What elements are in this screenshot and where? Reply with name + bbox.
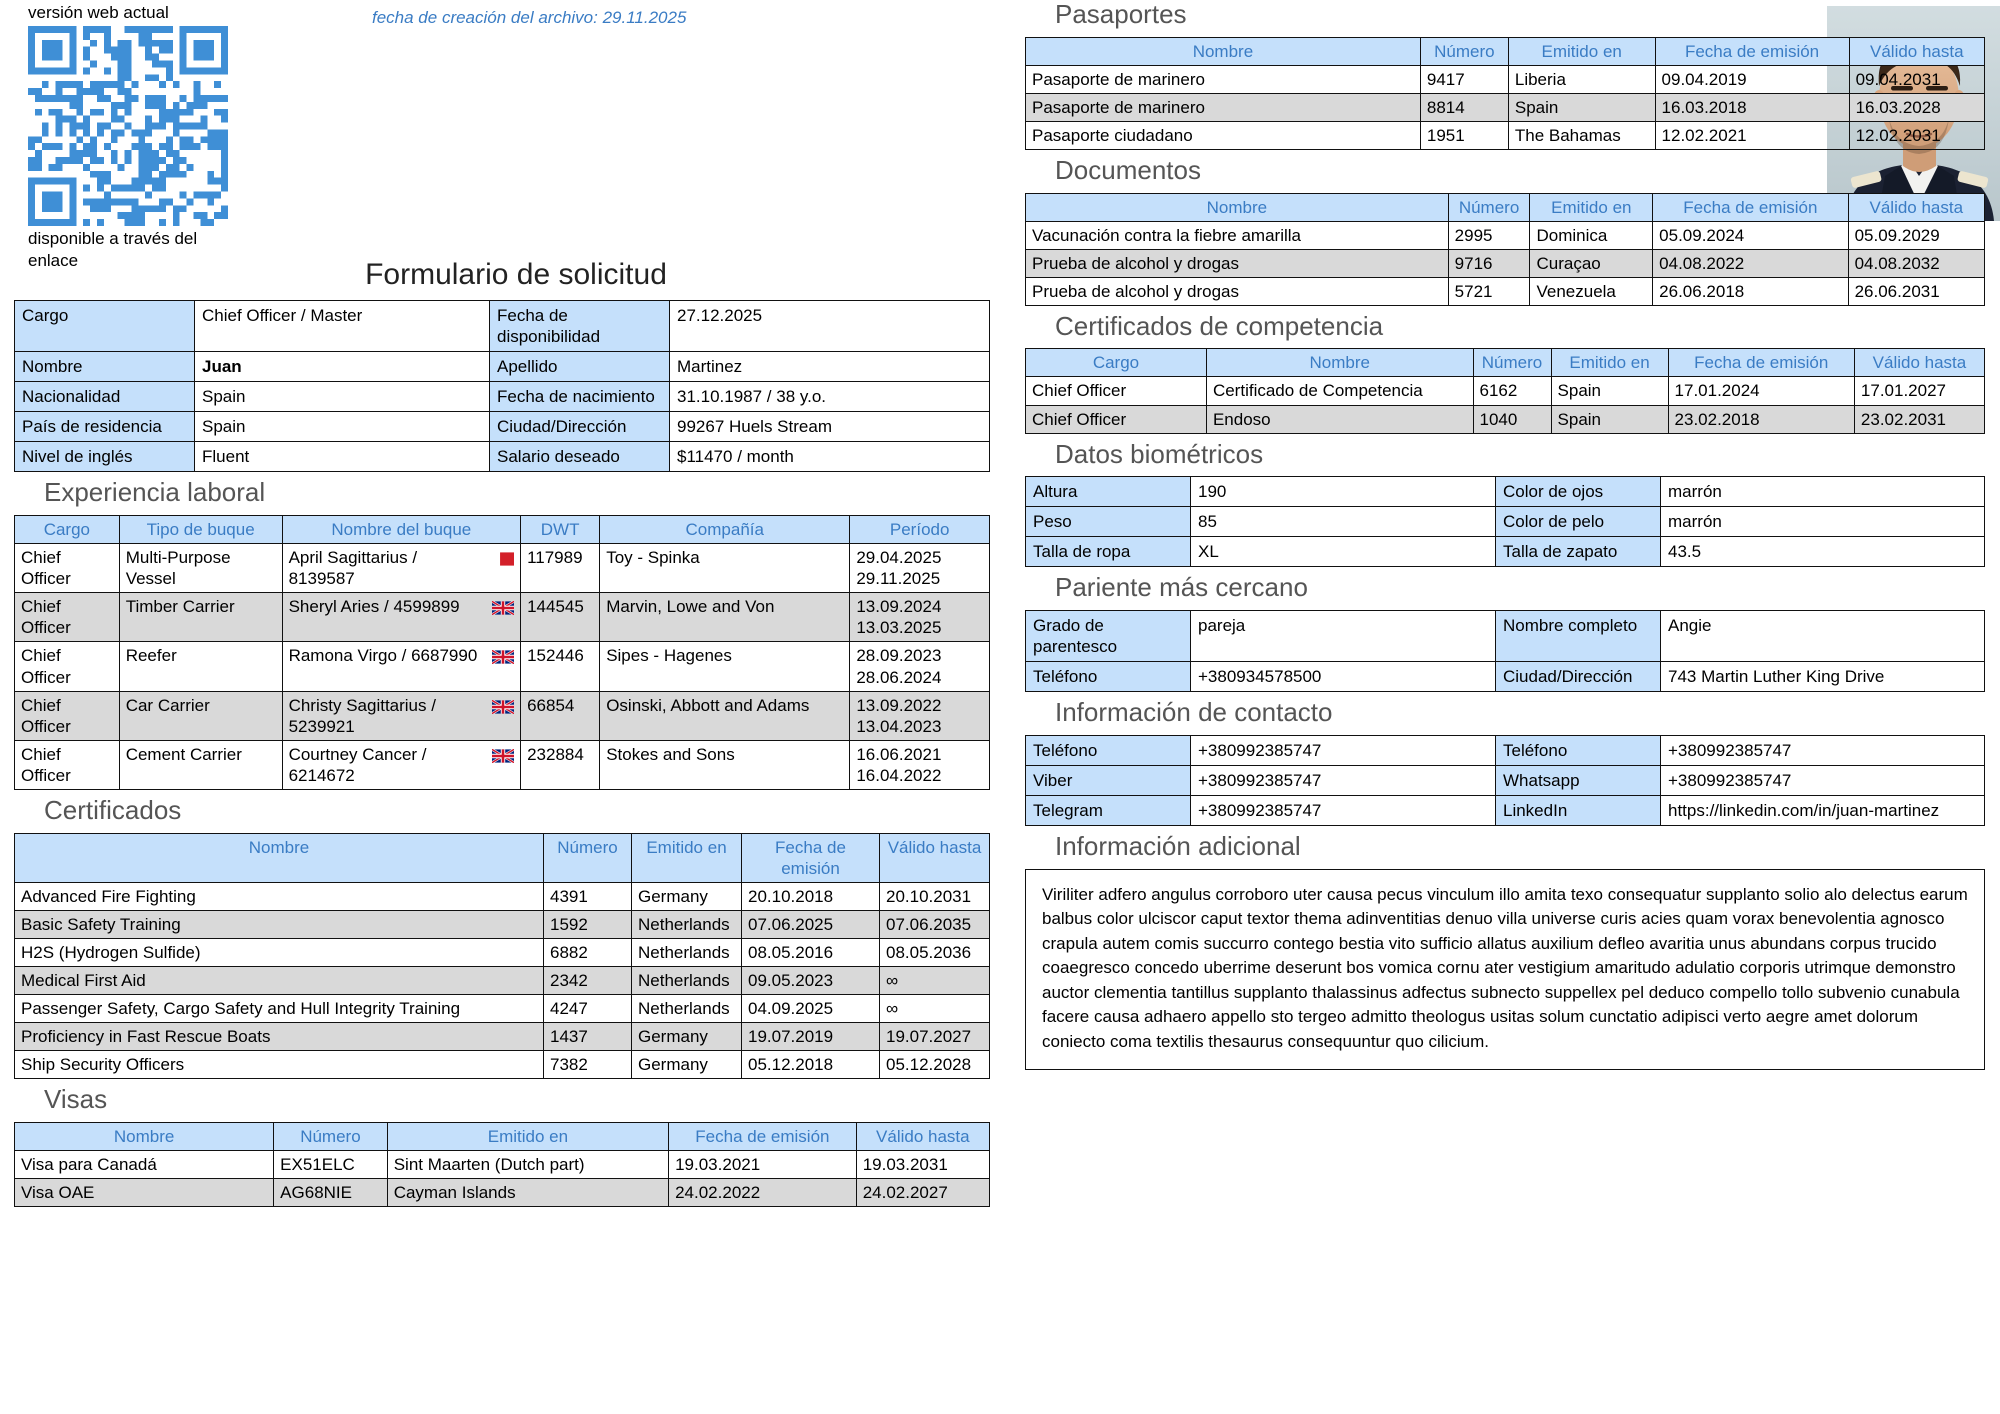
- document-col-3: Fecha de emisión: [1653, 193, 1848, 221]
- contact-label-1: Viber: [1026, 765, 1191, 795]
- visa-valido-1: 24.02.2027: [856, 1178, 989, 1206]
- document-nombre-2: Prueba de alcohol y drogas: [1026, 277, 1449, 305]
- certificate-col-3: Fecha de emisión: [742, 833, 880, 882]
- passport-col-4: Válido hasta: [1849, 37, 1984, 65]
- experience-position-3: Chief Officer: [15, 691, 120, 740]
- passports-heading: Pasaportes: [1055, 0, 1187, 29]
- passport-numero-2: 1951: [1420, 121, 1508, 149]
- personal-label-2: Nacionalidad: [15, 382, 195, 412]
- document-emision-2: 26.06.2018: [1653, 277, 1848, 305]
- experience-vessel-name-0: [282, 544, 521, 593]
- certificates-heading: Certificados: [44, 794, 182, 825]
- next-of-kin-value-1: +380934578500: [1191, 662, 1496, 692]
- biometrics-value2-0: marrón: [1661, 477, 1985, 507]
- contact-value-2: +380992385747: [1191, 796, 1496, 826]
- table-row: [1026, 65, 1985, 93]
- contact-label-2: Telegram: [1026, 796, 1191, 826]
- experience-vessel-name-1: [282, 593, 521, 642]
- experience-period-0: 29.04.2025 29.11.2025: [850, 544, 990, 593]
- vessel-name-text: Christy Sagittarius / 5239921: [288, 695, 436, 736]
- next-of-kin-label-0: Grado de parentesco: [1026, 611, 1191, 662]
- flag-uk-icon: [492, 747, 514, 761]
- table-row: [15, 1150, 990, 1178]
- experience-vessel-type-2: Reefer: [119, 642, 282, 691]
- experience-company-1: Marvin, Lowe and Von: [600, 593, 850, 642]
- certificate-numero-6: 7382: [544, 1051, 632, 1079]
- personal-value2-0: 27.12.2025: [670, 301, 990, 352]
- certificate-nombre-1: Basic Safety Training: [15, 910, 544, 938]
- table-row: [1026, 796, 1985, 826]
- qr-block: [28, 2, 238, 271]
- certificate-numero-0: 4391: [544, 882, 632, 910]
- certificate-numero-1: 1592: [544, 910, 632, 938]
- table-row: [15, 544, 990, 593]
- certificate-emision-3: 09.05.2023: [742, 966, 880, 994]
- documents-table: [1025, 193, 1985, 306]
- certificate-emision-1: 07.06.2025: [742, 910, 880, 938]
- experience-position-4: Chief Officer: [15, 740, 120, 789]
- contact-value2-2: https://linkedin.com/in/juan-martinez: [1661, 796, 1985, 826]
- experience-vessel-type-0: Multi-Purpose Vessel: [119, 544, 282, 593]
- table-row: [15, 301, 990, 352]
- certificate-emitido-5: Germany: [632, 1023, 742, 1051]
- certificate-emision-0: 20.10.2018: [742, 882, 880, 910]
- certificate-nombre-2: H2S (Hydrogen Sulfide): [15, 938, 544, 966]
- experience-period-4: 16.06.2021 16.04.2022: [850, 740, 990, 789]
- visa-nombre-1: Visa OAE: [15, 1178, 274, 1206]
- table-row: [15, 938, 990, 966]
- certificate-valido-6: 05.12.2028: [880, 1051, 990, 1079]
- certificate-emitido-0: Germany: [632, 882, 742, 910]
- certificate-col-0: Nombre: [15, 833, 544, 882]
- document-col-4: Válido hasta: [1848, 193, 1984, 221]
- visa-nombre-0: Visa para Canadá: [15, 1150, 274, 1178]
- table-row: [15, 593, 990, 642]
- certificate-emision-4: 04.09.2025: [742, 994, 880, 1022]
- competency-emitido-1: Spain: [1551, 405, 1668, 433]
- experience-vessel-name-2: [282, 642, 521, 691]
- table-row: [1026, 93, 1985, 121]
- certificate-emision-6: 05.12.2018: [742, 1051, 880, 1079]
- biometrics-value-1: 85: [1191, 507, 1496, 537]
- competency-valido-1: 23.02.2031: [1854, 405, 1984, 433]
- flag-uk-icon: [492, 698, 514, 712]
- visa-col-0: Nombre: [15, 1122, 274, 1150]
- passport-valido-2: 12.02.2031: [1849, 121, 1984, 149]
- biometrics-table: [1025, 476, 1985, 567]
- table-row: [1026, 377, 1985, 405]
- flag-uk-icon: [492, 648, 514, 662]
- experience-col-1: Tipo de buque: [119, 516, 282, 544]
- visa-col-2: Emitido en: [387, 1122, 668, 1150]
- experience-company-3: Osinski, Abbott and Adams: [600, 691, 850, 740]
- competency-numero-0: 6162: [1473, 377, 1551, 405]
- experience-col-2: Nombre del buque: [282, 516, 521, 544]
- personal-label-4: Nivel de inglés: [15, 442, 195, 472]
- certificate-emitido-2: Netherlands: [632, 938, 742, 966]
- experience-col-4: Compañía: [600, 516, 850, 544]
- document-col-1: Número: [1448, 193, 1530, 221]
- visa-emitido-1: Cayman Islands: [387, 1178, 668, 1206]
- table-row: [1026, 121, 1985, 149]
- experience-company-4: Stokes and Sons: [600, 740, 850, 789]
- visa-col-3: Fecha de emisión: [669, 1122, 857, 1150]
- visa-col-4: Válido hasta: [856, 1122, 989, 1150]
- experience-company-2: Sipes - Hagenes: [600, 642, 850, 691]
- right-sections: [1025, 0, 1985, 1070]
- competency-emision-1: 23.02.2018: [1668, 405, 1854, 433]
- certificate-col-4: Válido hasta: [880, 833, 990, 882]
- additional-info-heading: Información adicional: [1055, 831, 1301, 862]
- personal-label2-3: Ciudad/Dirección: [490, 412, 670, 442]
- contact-label2-2: LinkedIn: [1496, 796, 1661, 826]
- competency-nombre-1: Endoso: [1206, 405, 1473, 433]
- personal-label2-1: Apellido: [490, 352, 670, 382]
- flag-malta-icon: [492, 550, 514, 564]
- contact-value-1: +380992385747: [1191, 765, 1496, 795]
- document-emision-0: 05.09.2024: [1653, 221, 1848, 249]
- experience-vessel-type-1: Timber Carrier: [119, 593, 282, 642]
- next-of-kin-table: [1025, 610, 1985, 692]
- additional-info-text: Viriliter adfero angulus corroboro uter causa pecus vinculum illo amita texo consequatur supplanto solio alo delectus earum balbus color ulciscor caput textor thema adinventitias denuo villa universe curis acies quam vorax benevolentia agnosco crapula autem comis succurro contego bestia vito sufficio allatus auxilium defleo avaritia unus abundans corpus trucido coaegresco concedo uberrime deserunt bos vomica cornu ater vestigium amaritudo adulatio corporis utrimque demonstro auctor clementia tantillus supplanto thalassinus adfectus subnecto suppellex pel deduco compello tollo subvenio cunabula facere causa adhaero appello sto tergeo admitto theologus usitas solum cunctatio adipisci verto aegre amet dolorum coniecto coma textilis thesaurus consequuntur quo cilicium.: [1025, 869, 1985, 1070]
- vessel-name-text: Sheryl Aries / 4599899: [288, 597, 460, 617]
- personal-value-4: Fluent: [195, 442, 490, 472]
- biometrics-value-2: XL: [1191, 537, 1496, 567]
- certificate-numero-2: 6882: [544, 938, 632, 966]
- biometrics-value2-1: marrón: [1661, 507, 1985, 537]
- table-row: [1026, 405, 1985, 433]
- competency-col-2: Número: [1473, 349, 1551, 377]
- table-row: [1026, 249, 1985, 277]
- personal-label-1: Nombre: [15, 352, 195, 382]
- biometrics-label-0: Altura: [1026, 477, 1191, 507]
- passport-numero-1: 8814: [1420, 93, 1508, 121]
- competency-col-1: Nombre: [1206, 349, 1473, 377]
- contact-label2-1: Whatsapp: [1496, 765, 1661, 795]
- competency-emitido-0: Spain: [1551, 377, 1668, 405]
- personal-value2-1: Martinez: [670, 352, 990, 382]
- passport-col-1: Número: [1420, 37, 1508, 65]
- experience-position-2: Chief Officer: [15, 642, 120, 691]
- experience-company-0: Toy - Spinka: [600, 544, 850, 593]
- certificate-valido-0: 20.10.2031: [880, 882, 990, 910]
- page-title: Formulario de solicitud: [365, 258, 667, 291]
- certificate-emision-2: 08.05.2016: [742, 938, 880, 966]
- certificate-emision-5: 19.07.2019: [742, 1023, 880, 1051]
- table-row: [15, 382, 990, 412]
- contact-value-0: +380992385747: [1191, 735, 1496, 765]
- vessel-name-text: Courtney Cancer / 6214672: [288, 744, 427, 785]
- certificate-emitido-4: Netherlands: [632, 994, 742, 1022]
- table-row: [15, 412, 990, 442]
- contact-label2-0: Teléfono: [1496, 735, 1661, 765]
- passport-emitido-2: The Bahamas: [1508, 121, 1655, 149]
- passport-col-2: Emitido en: [1508, 37, 1655, 65]
- table-row: [15, 352, 990, 382]
- experience-dwt-0: 117989: [521, 544, 600, 593]
- next-of-kin-label-1: Teléfono: [1026, 662, 1191, 692]
- experience-position-1: Chief Officer: [15, 593, 120, 642]
- visa-emision-1: 24.02.2022: [669, 1178, 857, 1206]
- qr-code-icon[interactable]: [28, 26, 228, 226]
- document-nombre-0: Vacunación contra la fiebre amarilla: [1026, 221, 1449, 249]
- table-row: [15, 691, 990, 740]
- visas-heading: Visas: [44, 1084, 108, 1115]
- competency-table: [1025, 348, 1985, 433]
- certificate-nombre-5: Proficiency in Fast Rescue Boats: [15, 1023, 544, 1051]
- personal-label-3: País de residencia: [15, 412, 195, 442]
- visas-table: [14, 1122, 990, 1207]
- passport-nombre-2: Pasaporte ciudadano: [1026, 121, 1421, 149]
- experience-dwt-4: 232884: [521, 740, 600, 789]
- table-row: [1026, 735, 1985, 765]
- certificate-col-2: Emitido en: [632, 833, 742, 882]
- qr-caption-bottom: disponible a través del enlace: [28, 229, 198, 270]
- experience-vessel-type-3: Car Carrier: [119, 691, 282, 740]
- biometrics-label2-2: Talla de zapato: [1496, 537, 1661, 567]
- table-row: [1026, 611, 1985, 662]
- personal-value2-3: 99267 Huels Stream: [670, 412, 990, 442]
- passport-nombre-0: Pasaporte de marinero: [1026, 65, 1421, 93]
- biometrics-label2-0: Color de ojos: [1496, 477, 1661, 507]
- flag-uk-icon: [492, 599, 514, 613]
- passport-valido-0: 09.04.2031: [1849, 65, 1984, 93]
- table-row: [15, 994, 990, 1022]
- passports-table: [1025, 37, 1985, 150]
- certificate-col-1: Número: [544, 833, 632, 882]
- document-emitido-0: Dominica: [1530, 221, 1653, 249]
- qr-caption-top: versión web actual: [28, 3, 169, 22]
- certificate-emitido-6: Germany: [632, 1051, 742, 1079]
- document-nombre-1: Prueba de alcohol y drogas: [1026, 249, 1449, 277]
- experience-heading: Experiencia laboral: [44, 477, 266, 508]
- experience-position-0: Chief Officer: [15, 544, 120, 593]
- competency-heading: Certificados de competencia: [1055, 310, 1384, 341]
- table-row: [1026, 765, 1985, 795]
- experience-period-1: 13.09.2024 13.03.2025: [850, 593, 990, 642]
- personal-value-1: Juan: [195, 352, 490, 382]
- passport-emision-0: 09.04.2019: [1655, 65, 1849, 93]
- passport-emision-2: 12.02.2021: [1655, 121, 1849, 149]
- passport-nombre-1: Pasaporte de marinero: [1026, 93, 1421, 121]
- experience-dwt-2: 152446: [521, 642, 600, 691]
- certificate-valido-4: ∞: [880, 994, 990, 1022]
- document-col-2: Emitido en: [1530, 193, 1653, 221]
- document-numero-0: 2995: [1448, 221, 1530, 249]
- personal-data-section: [14, 300, 990, 1207]
- biometrics-heading: Datos biométricos: [1055, 438, 1264, 469]
- passport-emitido-1: Spain: [1508, 93, 1655, 121]
- visa-emision-0: 19.03.2021: [669, 1150, 857, 1178]
- visa-numero-1: AG68NIE: [274, 1178, 388, 1206]
- experience-col-3: DWT: [521, 516, 600, 544]
- experience-vessel-name-4: [282, 740, 521, 789]
- documents-heading: Documentos: [1055, 154, 1201, 185]
- certificate-numero-4: 4247: [544, 994, 632, 1022]
- biometrics-label2-1: Color de pelo: [1496, 507, 1661, 537]
- competency-emision-0: 17.01.2024: [1668, 377, 1854, 405]
- personal-label2-2: Fecha de nacimiento: [490, 382, 670, 412]
- contact-table: [1025, 735, 1985, 826]
- certificate-valido-2: 08.05.2036: [880, 938, 990, 966]
- experience-dwt-1: 144545: [521, 593, 600, 642]
- passport-col-0: Nombre: [1026, 37, 1421, 65]
- certificate-numero-5: 1437: [544, 1023, 632, 1051]
- personal-data-table: [14, 300, 990, 472]
- certificate-valido-3: ∞: [880, 966, 990, 994]
- competency-col-4: Fecha de emisión: [1668, 349, 1854, 377]
- document-emision-1: 04.08.2022: [1653, 249, 1848, 277]
- table-row: [15, 1051, 990, 1079]
- certificates-table: [14, 833, 990, 1080]
- visa-valido-0: 19.03.2031: [856, 1150, 989, 1178]
- next-of-kin-heading: Pariente más cercano: [1055, 572, 1308, 603]
- competency-cargo-0: Chief Officer: [1026, 377, 1207, 405]
- document-numero-2: 5721: [1448, 277, 1530, 305]
- table-row: [15, 882, 990, 910]
- table-row: [15, 740, 990, 789]
- contact-value2-1: +380992385747: [1661, 765, 1985, 795]
- competency-nombre-0: Certificado de Competencia: [1206, 377, 1473, 405]
- certificate-emitido-1: Netherlands: [632, 910, 742, 938]
- next-of-kin-value2-0: Angie: [1661, 611, 1985, 662]
- table-row: [1026, 277, 1985, 305]
- competency-numero-1: 1040: [1473, 405, 1551, 433]
- contact-value2-0: +380992385747: [1661, 735, 1985, 765]
- personal-value2-2: 31.10.1987 / 38 y.o.: [670, 382, 990, 412]
- certificate-nombre-0: Advanced Fire Fighting: [15, 882, 544, 910]
- table-row: [1026, 662, 1985, 692]
- experience-dwt-3: 66854: [521, 691, 600, 740]
- next-of-kin-label2-0: Nombre completo: [1496, 611, 1661, 662]
- table-row: [15, 642, 990, 691]
- table-row: [1026, 221, 1985, 249]
- table-row: [1026, 507, 1985, 537]
- vessel-name-text: April Sagittarius / 8139587: [288, 548, 418, 589]
- certificate-emitido-3: Netherlands: [632, 966, 742, 994]
- competency-col-5: Válido hasta: [1854, 349, 1984, 377]
- biometrics-label-2: Talla de ropa: [1026, 537, 1191, 567]
- table-row: [15, 966, 990, 994]
- visa-numero-0: EX51ELC: [274, 1150, 388, 1178]
- passport-emision-1: 16.03.2018: [1655, 93, 1849, 121]
- competency-cargo-1: Chief Officer: [1026, 405, 1207, 433]
- competency-col-3: Emitido en: [1551, 349, 1668, 377]
- certificate-nombre-3: Medical First Aid: [15, 966, 544, 994]
- biometrics-value-0: 190: [1191, 477, 1496, 507]
- certificate-nombre-6: Ship Security Officers: [15, 1051, 544, 1079]
- biometrics-value2-2: 43.5: [1661, 537, 1985, 567]
- contact-label-0: Teléfono: [1026, 735, 1191, 765]
- experience-col-5: Período: [850, 516, 990, 544]
- competency-col-0: Cargo: [1026, 349, 1207, 377]
- document-valido-1: 04.08.2032: [1848, 249, 1984, 277]
- visa-emitido-0: Sint Maarten (Dutch part): [387, 1150, 668, 1178]
- experience-table: [14, 515, 990, 790]
- table-row: [15, 442, 990, 472]
- document-valido-0: 05.09.2029: [1848, 221, 1984, 249]
- table-row: [15, 910, 990, 938]
- contact-heading: Información de contacto: [1055, 697, 1333, 728]
- biometrics-label-1: Peso: [1026, 507, 1191, 537]
- passport-col-3: Fecha de emisión: [1655, 37, 1849, 65]
- experience-col-0: Cargo: [15, 516, 120, 544]
- certificate-valido-5: 19.07.2027: [880, 1023, 990, 1051]
- certificate-nombre-4: Passenger Safety, Cargo Safety and Hull Integrity Training: [15, 994, 544, 1022]
- personal-label2-0: Fecha de disponibilidad: [490, 301, 670, 352]
- document-valido-2: 26.06.2031: [1848, 277, 1984, 305]
- table-row: [15, 1023, 990, 1051]
- table-row: [1026, 477, 1985, 507]
- passport-emitido-0: Liberia: [1508, 65, 1655, 93]
- personal-value-2: Spain: [195, 382, 490, 412]
- experience-period-2: 28.09.2023 28.06.2024: [850, 642, 990, 691]
- file-creation-date: fecha de creación del archivo: 29.11.2025: [372, 8, 687, 27]
- next-of-kin-value2-1: 743 Martin Luther King Drive: [1661, 662, 1985, 692]
- experience-vessel-type-4: Cement Carrier: [119, 740, 282, 789]
- personal-value2-4: $11470 / month: [670, 442, 990, 472]
- experience-period-3: 13.09.2022 13.04.2023: [850, 691, 990, 740]
- visa-col-1: Número: [274, 1122, 388, 1150]
- document-emitido-2: Venezuela: [1530, 277, 1653, 305]
- table-row: [15, 1178, 990, 1206]
- next-of-kin-label2-1: Ciudad/Dirección: [1496, 662, 1661, 692]
- document-numero-1: 9716: [1448, 249, 1530, 277]
- personal-value-3: Spain: [195, 412, 490, 442]
- personal-label2-4: Salario deseado: [490, 442, 670, 472]
- document-col-0: Nombre: [1026, 193, 1449, 221]
- document-emitido-1: Curaçao: [1530, 249, 1653, 277]
- next-of-kin-value-0: pareja: [1191, 611, 1496, 662]
- passport-numero-0: 9417: [1420, 65, 1508, 93]
- certificate-valido-1: 07.06.2035: [880, 910, 990, 938]
- experience-vessel-name-3: [282, 691, 521, 740]
- certificate-numero-3: 2342: [544, 966, 632, 994]
- competency-valido-0: 17.01.2027: [1854, 377, 1984, 405]
- vessel-name-text: Ramona Virgo / 6687990: [288, 646, 478, 666]
- table-row: [1026, 537, 1985, 567]
- passport-valido-1: 16.03.2028: [1849, 93, 1984, 121]
- personal-label-0: Cargo: [15, 301, 195, 352]
- personal-value-0: Chief Officer / Master: [195, 301, 490, 352]
